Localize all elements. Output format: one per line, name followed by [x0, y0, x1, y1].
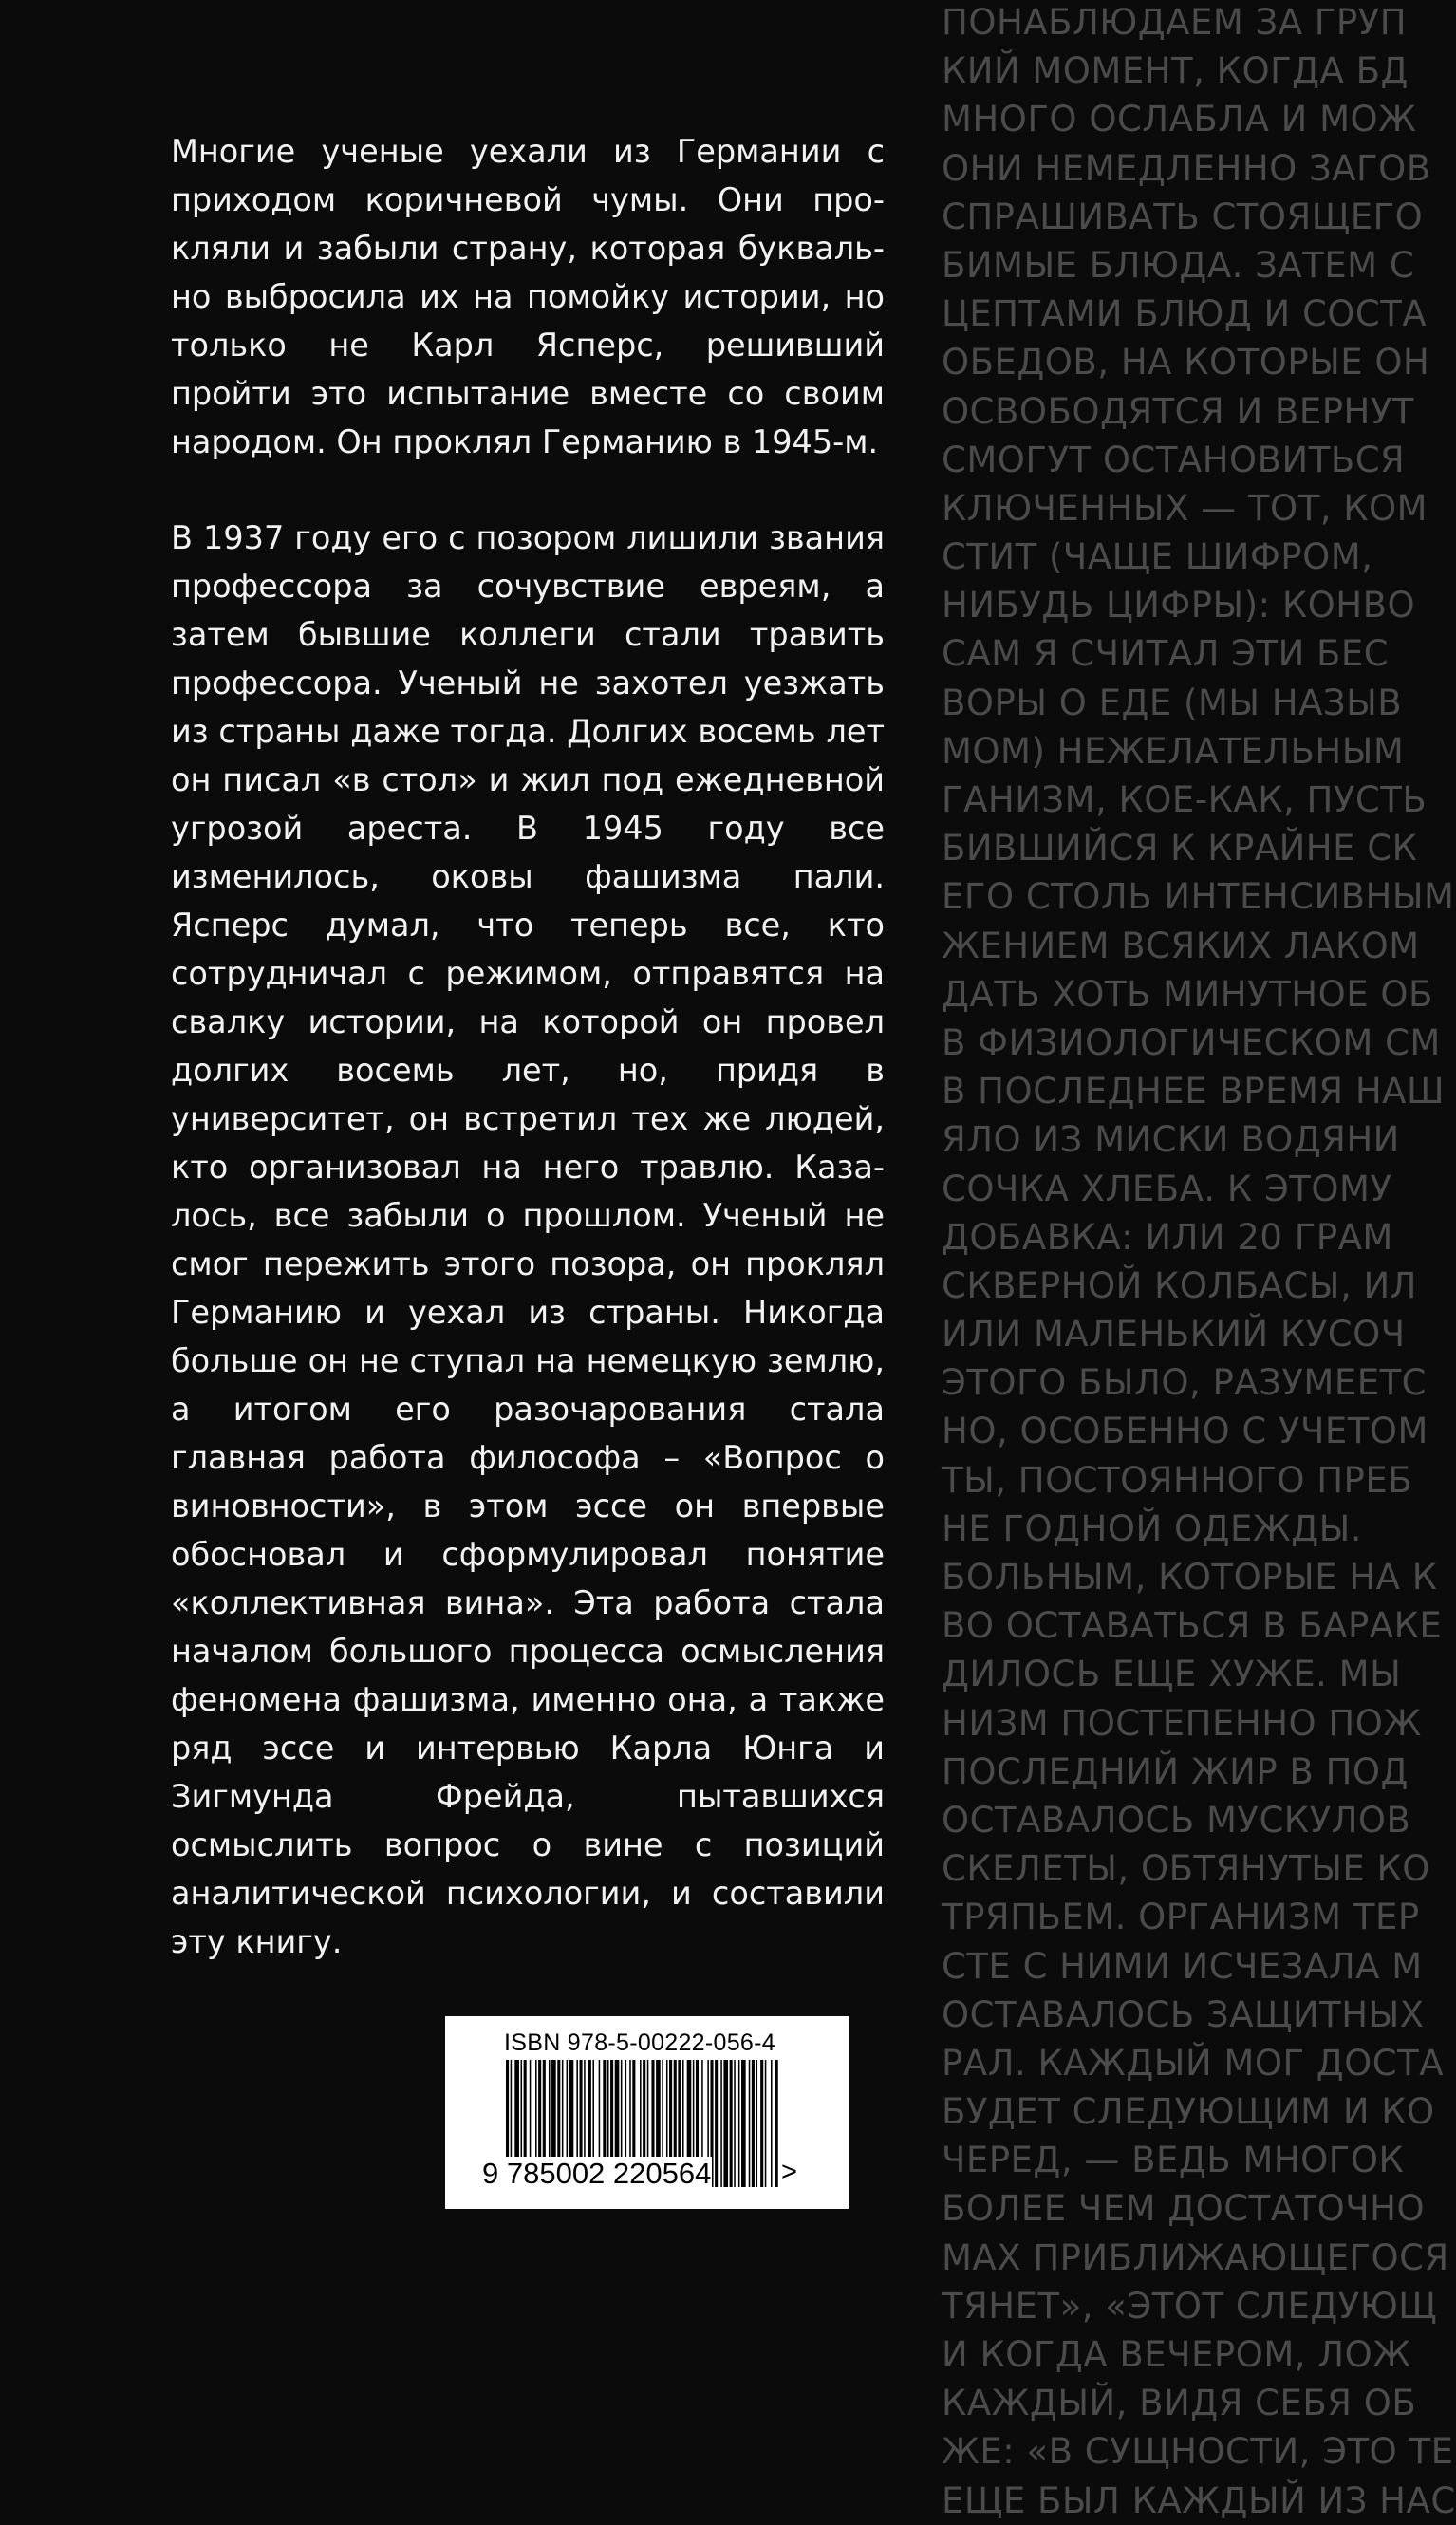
background-text-line: НИБУДЬ ЦИФРЫ): КОНВО: [942, 585, 1416, 627]
background-text-line: ПОСЛЕДНИЙ ЖИР В ПОД: [942, 1750, 1409, 1792]
background-text-line: НИЗМ ПОСТЕПЕННО ПОЖ: [942, 1702, 1422, 1744]
background-text-line: ЭТОГО БЫЛО, РАЗУМЕЕТС: [942, 1362, 1428, 1404]
background-text-line: ЖЕНИЕМ ВСЯКИХ ЛАКОМ: [942, 925, 1420, 966]
barcode-bar: [756, 2060, 758, 2187]
background-text-line: СМОГУТ ОСТАНОВИТЬСЯ: [942, 439, 1406, 480]
barcode-bar: [734, 2060, 736, 2187]
background-text-line: ПОНАБЛЮДАЕМ ЗА ГРУП: [942, 2, 1408, 43]
background-text-line: БОЛЬНЫМ, КОТОРЫЕ НА К: [942, 1557, 1438, 1598]
background-text-line: КАЖДЫЙ, ВИДЯ СЕБЯ ОБ: [942, 2383, 1417, 2424]
background-text-line: ОСТАВАЛОСЬ МУСКУЛОВ: [942, 1799, 1411, 1841]
background-text-line: ДИЛОСЬ ЕЩЕ ХУЖЕ. МЫ: [942, 1654, 1402, 1695]
back-cover-text: [171, 127, 885, 1966]
background-text-line: ТРЯПЬЕМ. ОРГАНИЗМ ТЕР: [942, 1897, 1420, 1938]
barcode-bar: [723, 2060, 728, 2187]
background-text-line: ЖЕ: «В СУЩНОСТИ, ЭТО ТЕ: [942, 2431, 1454, 2473]
barcode-bar: [775, 2060, 778, 2187]
paragraph-intro: Многие ученые уехали из Германии с приходом коричневой чумы. Они прокляли и забыли страну, которая буквально выбросила их на помойку истории, но только не Карл Ясперс, решивший пройти это испытание вместе со своим народом. Он проклял Германию в 1945-м.: [171, 133, 885, 460]
background-text-line: ВО ОСТАВАТЬСЯ В БАРАКЕ: [942, 1605, 1443, 1647]
barcode-bar: [760, 2060, 763, 2187]
paragraph-jaspers-story: В 1937 году его с позором лишили звания профессора за сочувствие евреям, а затем бывшие коллеги стали травить профессора. Ученый не захотел уезжать из страны даже тогда. Долгих восемь лет он писал «в стол» и жил под ежедневной угрозой ареста. В 1945 году все изменилось, оковы фашизма пали. Ясперс думал, что теперь все, кто сотрудничал с режимом, отправятся на свалку истории, на которой он провел долгих восемь лет, но, придя в университет, он встретил тех же людей, кто организовал на него травлю. Казалось, все забыли о прошлом. Ученый не смог пережить этого позора, он проклял Германию и уехал из страны. Никогда больше он не ступал на немецкую землю, а итогом его разочарования стала главная работа философа – «Вопрос о виновности», в этом эссе он впервые обосновал и сформулировал понятие «коллективная вина». Эта работа стала началом большого процесса осмысления феномена фашизма, именно она, а также ряд эссе и интервью Карла Юнга и Зигмунда Фрейда, пытавшихся осмыслить вопрос о вине с позиций аналитической психологии, и составили эту книгу.: [171, 519, 885, 1960]
background-text-line: В ФИЗИОЛОГИЧЕСКОМ СМ: [942, 1021, 1441, 1063]
background-text-line: САМ Я СЧИТАЛ ЭТИ БЕС: [942, 633, 1390, 675]
background-text-line: ЕГО СТОЛЬ ИНТЕНСИВНЫМ: [942, 876, 1455, 918]
background-text-line: СПРАШИВАТЬ СТОЯЩЕГО: [942, 196, 1424, 237]
barcode-bar: [741, 2060, 746, 2187]
background-text-line: БИМЫЕ БЛЮДА. ЗАТЕМ С: [942, 244, 1415, 286]
background-text-line: БОЛЕЕ ЧЕМ ДОСТАТОЧНО: [942, 2188, 1426, 2230]
background-text-line: НЕ ГОДНОЙ ОДЕЖДЫ.: [942, 1507, 1363, 1549]
barcode-bar: [715, 2060, 718, 2187]
background-text-line: ОСТАВАЛОСЬ ЗАЩИТНЫХ: [942, 1993, 1425, 2035]
barcode-bar: [720, 2060, 722, 2187]
background-text-line: БИВШИЙСЯ К КРАЙНЕ СК: [942, 828, 1418, 870]
background-text-line: КЛЮЧЕННЫХ — ТОТ, КОМ: [942, 487, 1428, 529]
background-text-line: СОЧКА ХЛЕБА. К ЭТОМУ: [942, 1168, 1392, 1209]
background-text-line: СКВЕРНОЙ КОЛБАСЫ, ИЛ: [942, 1264, 1417, 1306]
background-text-line: БУДЕТ СЛЕДУЮЩИМ И КО: [942, 2091, 1435, 2133]
background-text-line: СТЕ С НИМИ ИСЧЕЗАЛА М: [942, 1945, 1423, 1987]
background-text-line: ДОБАВКА: ИЛИ 20 ГРАМ: [942, 1216, 1393, 1258]
background-text-line: КИЙ МОМЕНТ, КОГДА БД: [942, 50, 1409, 92]
barcode-bar: [749, 2060, 751, 2187]
background-text-line: ГАНИЗМ, КОЕ-КАК, ПУСТЬ: [942, 779, 1428, 820]
background-text-line: МНОГО ОСЛАБЛА И МОЖ: [942, 99, 1417, 140]
barcode-bar: [752, 2060, 755, 2187]
background-text-line: В ПОСЛЕДНЕЕ ВРЕМЯ НАШ: [942, 1071, 1446, 1113]
background-text-line: ОНИ НЕМЕДЛЕННО ЗАГОВ: [942, 147, 1431, 189]
background-text-line: ОБЕДОВ, НА КОТОРЫЕ ОН: [942, 342, 1430, 383]
background-text-line: МОМ) НЕЖЕЛАТЕЛЬНЫМ: [942, 730, 1405, 772]
background-text-line: СКЕЛЕТЫ, ОБТЯНУТЫЕ КО: [942, 1848, 1430, 1890]
barcode-digits: 9 785002 220564: [482, 2157, 712, 2190]
background-text-line: ЦЕПТАМИ БЛЮД И СОСТА: [942, 293, 1428, 335]
barcode-bar: [738, 2060, 740, 2187]
background-text-line: ВОРЫ О ЕДЕ (МЫ НАЗЫВ: [942, 682, 1403, 723]
background-text-line: ТЯНЕТ», «ЭТОТ СЛЕДУЮЩ: [942, 2285, 1438, 2327]
background-text-line: СТИТ (ЧАЩЕ ШИФРОМ,: [942, 536, 1373, 578]
background-text-line: МАХ ПРИБЛИЖАЮЩЕГОСЯ: [942, 2236, 1449, 2278]
background-text-line: ЕЩЕ БЫЛ КАЖДЫЙ ИЗ НАС: [942, 2479, 1456, 2521]
background-text-line: РАЛ. КАЖДЫЙ МОГ ДОСТА: [942, 2042, 1445, 2084]
barcode-bar: [730, 2060, 733, 2187]
background-text-column: [942, 0, 1456, 2521]
barcode-arrow: >: [781, 2157, 797, 2187]
background-text-line: ИЛИ МАЛЕНЬКИЙ КУСОЧ: [942, 1314, 1406, 1356]
barcode-bar: [771, 2060, 773, 2187]
background-text-line: ОСВОБОДЯТСЯ И ВЕРНУТ: [942, 390, 1414, 432]
isbn-barcode-box: [445, 2016, 849, 2209]
background-text-line: ЯЛО ИЗ МИСКИ ВОДЯНИ: [942, 1119, 1400, 1161]
background-text-line: ЧЕРЕД, — ВЕДЬ МНОГОК: [942, 2140, 1405, 2181]
background-text-line: И КОГДА ВЕЧЕРОМ, ЛОЖ: [942, 2334, 1411, 2375]
barcode-bar: [765, 2060, 767, 2187]
background-text-block: [942, 0, 1456, 2525]
isbn-label: ISBN 978-5-00222-056-4: [504, 2029, 775, 2056]
background-text-line: НО, ОСОБЕННО С УЧЕТОМ: [942, 1411, 1428, 1452]
background-text-line: ТЫ, ПОСТОЯННОГО ПРЕБ: [942, 1459, 1413, 1501]
background-text-line: ДАТЬ ХОТЬ МИНУТНОЕ ОБ: [942, 973, 1433, 1015]
